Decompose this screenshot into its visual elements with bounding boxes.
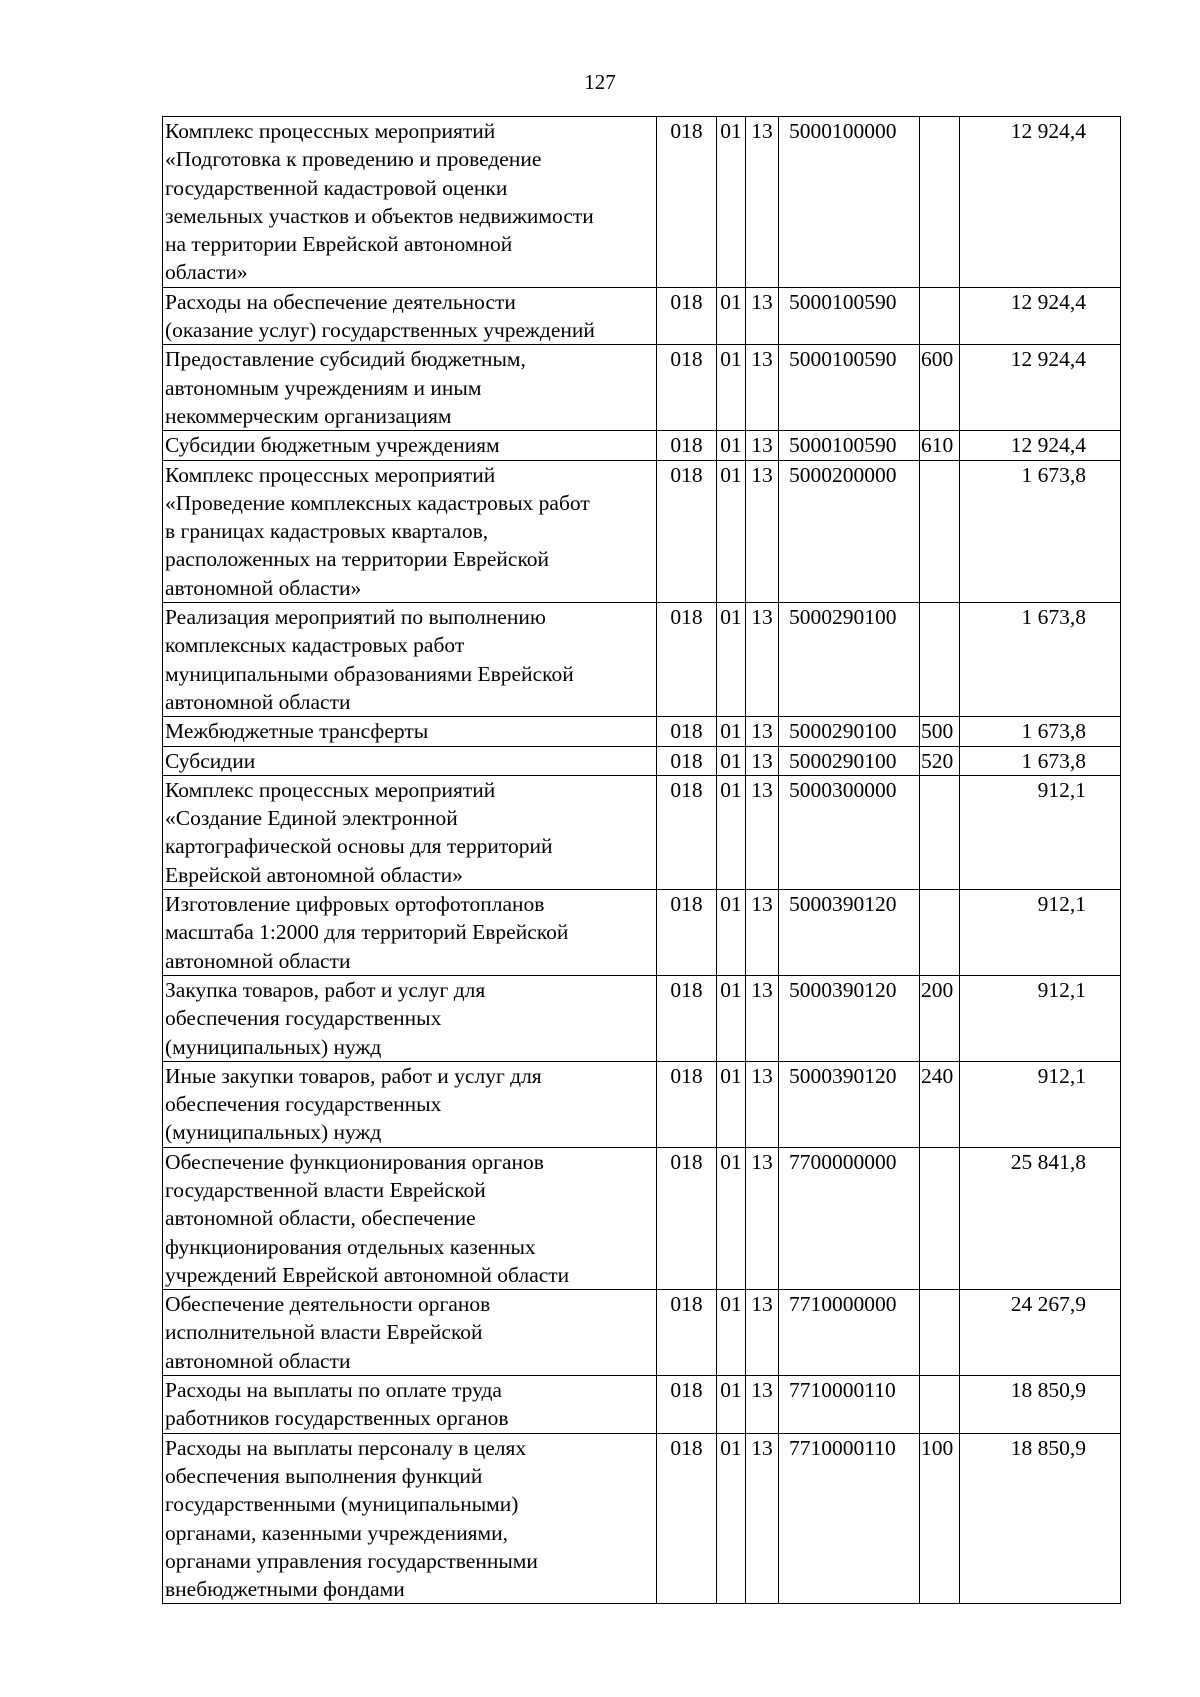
table-row [163, 287, 1121, 345]
cell-vr [920, 890, 960, 976]
cell-name-line: Обеспечение деятельности органов [165, 1292, 491, 1317]
cell-name-line: автономной области [165, 948, 351, 973]
cell-name [163, 1433, 657, 1604]
cell-csr: 5000390120 [779, 1061, 920, 1147]
cell-rz: 01 [717, 603, 746, 717]
cell-name-line: Комплекс процессных мероприятий [165, 462, 496, 487]
cell-name-line: внебюджетными фондами [165, 1577, 405, 1602]
cell-gr: 018 [657, 1376, 717, 1434]
cell-gr: 018 [657, 717, 717, 746]
cell-name-line: Субсидии бюджетным учреждениям [165, 433, 500, 458]
cell-name [163, 117, 657, 288]
cell-pr: 13 [746, 1147, 779, 1289]
cell-csr: 7710000110 [779, 1376, 920, 1434]
cell-pr: 13 [746, 603, 779, 717]
cell-name-line: Субсидии [165, 748, 256, 773]
cell-rz: 01 [717, 431, 746, 460]
cell-csr: 7700000000 [779, 1147, 920, 1289]
cell-name [163, 890, 657, 976]
cell-name [163, 746, 657, 775]
cell-name-line: Комплекс процессных мероприятий [165, 777, 496, 802]
cell-name-line: картографической основы для территорий [165, 834, 553, 859]
table-row [163, 1376, 1121, 1434]
cell-rz: 01 [717, 287, 746, 345]
cell-rz: 01 [717, 117, 746, 288]
cell-gr: 018 [657, 775, 717, 889]
cell-name [163, 431, 657, 460]
cell-name-line: Расходы на выплаты персоналу в целях [165, 1435, 527, 1460]
cell-pr: 13 [746, 746, 779, 775]
cell-vr [920, 460, 960, 602]
cell-name-line: обеспечения выполнения функций [165, 1463, 483, 1488]
cell-name [163, 975, 657, 1061]
cell-rz: 01 [717, 1147, 746, 1289]
cell-vr [920, 117, 960, 288]
cell-name [163, 1147, 657, 1289]
cell-vr [920, 1376, 960, 1434]
cell-pr: 13 [746, 775, 779, 889]
cell-pr: 13 [746, 1376, 779, 1434]
cell-pr: 13 [746, 287, 779, 345]
cell-vr: 200 [920, 975, 960, 1061]
cell-name-line: «Проведение комплексных кадастровых работ [165, 490, 590, 515]
cell-rz: 01 [717, 460, 746, 602]
cell-csr: 5000100590 [779, 431, 920, 460]
cell-pr: 13 [746, 1433, 779, 1604]
cell-amount: 12 924,4 [960, 117, 1121, 288]
cell-name-line: обеспечения государственных [165, 1092, 442, 1117]
cell-gr: 018 [657, 603, 717, 717]
cell-amount: 912,1 [960, 775, 1121, 889]
table-row [163, 345, 1121, 431]
cell-gr: 018 [657, 287, 717, 345]
cell-name [163, 287, 657, 345]
cell-csr: 5000100590 [779, 287, 920, 345]
cell-amount: 1 673,8 [960, 717, 1121, 746]
cell-name-line: расположенных на территории Еврейской [165, 547, 550, 572]
cell-name-line: «Подготовка к проведению и проведение [165, 147, 542, 172]
cell-pr: 13 [746, 890, 779, 976]
cell-csr: 5000100000 [779, 117, 920, 288]
cell-gr: 018 [657, 117, 717, 288]
cell-name-line: (оказание услуг) государственных учреждений [165, 318, 595, 343]
cell-name-line: автономной области [165, 1348, 351, 1373]
table-row [163, 603, 1121, 717]
cell-csr: 7710000110 [779, 1433, 920, 1604]
cell-name [163, 1061, 657, 1147]
cell-gr: 018 [657, 1290, 717, 1376]
table-row [163, 890, 1121, 976]
cell-amount: 12 924,4 [960, 287, 1121, 345]
cell-name-line: Закупка товаров, работ и услуг для [165, 977, 486, 1002]
cell-rz: 01 [717, 746, 746, 775]
table-row [163, 1061, 1121, 1147]
cell-gr: 018 [657, 345, 717, 431]
cell-name-line: Изготовление цифровых ортофотопланов [165, 892, 545, 917]
cell-rz: 01 [717, 890, 746, 976]
cell-pr: 13 [746, 1061, 779, 1147]
cell-pr: 13 [746, 117, 779, 288]
cell-gr: 018 [657, 1061, 717, 1147]
cell-vr [920, 1147, 960, 1289]
cell-pr: 13 [746, 1290, 779, 1376]
cell-name-line: работников государственных органов [165, 1406, 509, 1431]
cell-vr: 500 [920, 717, 960, 746]
cell-name-line: Расходы на обеспечение деятельности [165, 289, 516, 314]
cell-name-line: органами, казенными учреждениями, [165, 1520, 508, 1545]
cell-name-line: в границах кадастровых кварталов, [165, 519, 489, 544]
cell-name-line: автономной области [165, 689, 351, 714]
cell-name [163, 345, 657, 431]
cell-amount: 912,1 [960, 975, 1121, 1061]
table-row [163, 431, 1121, 460]
cell-gr: 018 [657, 431, 717, 460]
cell-name-line: учреждений Еврейской автономной области [165, 1262, 570, 1287]
cell-name-line: государственными (муниципальными) [165, 1492, 519, 1517]
cell-pr: 13 [746, 717, 779, 746]
table-row [163, 460, 1121, 602]
cell-name-line: органами управления государственными [165, 1548, 538, 1573]
cell-rz: 01 [717, 345, 746, 431]
cell-rz: 01 [717, 775, 746, 889]
table-row [163, 1433, 1121, 1604]
cell-name-line: (муниципальных) нужд [165, 1120, 382, 1145]
cell-vr: 600 [920, 345, 960, 431]
table-row [163, 717, 1121, 746]
table-row [163, 975, 1121, 1061]
cell-rz: 01 [717, 717, 746, 746]
cell-vr: 520 [920, 746, 960, 775]
cell-vr: 610 [920, 431, 960, 460]
cell-csr: 5000390120 [779, 890, 920, 976]
cell-vr [920, 603, 960, 717]
cell-amount: 1 673,8 [960, 603, 1121, 717]
table-row [163, 117, 1121, 288]
cell-name [163, 1290, 657, 1376]
cell-vr: 100 [920, 1433, 960, 1604]
cell-gr: 018 [657, 890, 717, 976]
page-number: 127 [584, 70, 616, 94]
cell-csr: 5000290100 [779, 717, 920, 746]
cell-rz: 01 [717, 1433, 746, 1604]
cell-gr: 018 [657, 1147, 717, 1289]
cell-amount: 12 924,4 [960, 345, 1121, 431]
cell-pr: 13 [746, 431, 779, 460]
cell-pr: 13 [746, 345, 779, 431]
cell-name-line: Межбюджетные трансферты [165, 719, 429, 744]
cell-amount: 25 841,8 [960, 1147, 1121, 1289]
cell-name-line: масштаба 1:2000 для территорий Еврейской [165, 920, 569, 945]
cell-name [163, 1376, 657, 1434]
cell-name [163, 603, 657, 717]
table-row [163, 775, 1121, 889]
cell-rz: 01 [717, 1376, 746, 1434]
cell-gr: 018 [657, 1433, 717, 1604]
cell-name-line: автономной области, обеспечение [165, 1206, 476, 1231]
cell-name-line: Расходы на выплаты по оплате труда [165, 1378, 502, 1403]
cell-name-line: государственной кадастровой оценки [165, 175, 508, 200]
cell-name-line: Комплекс процессных мероприятий [165, 119, 496, 143]
cell-csr: 5000300000 [779, 775, 920, 889]
cell-gr: 018 [657, 746, 717, 775]
cell-name-line: исполнительной власти Еврейской [165, 1320, 483, 1345]
cell-name-line: «Создание Единой электронной [165, 806, 458, 831]
cell-csr: 7710000000 [779, 1290, 920, 1376]
cell-name [163, 775, 657, 889]
cell-name-line: автономной области» [165, 575, 362, 600]
cell-amount: 912,1 [960, 890, 1121, 976]
cell-pr: 13 [746, 975, 779, 1061]
cell-name-line: области» [165, 260, 248, 285]
cell-rz: 01 [717, 1290, 746, 1376]
table-row [163, 1147, 1121, 1289]
cell-csr: 5000390120 [779, 975, 920, 1061]
cell-name-line: Реализация мероприятий по выполнению [165, 605, 546, 630]
cell-name-line: (муниципальных) нужд [165, 1034, 382, 1059]
cell-csr: 5000290100 [779, 603, 920, 717]
cell-gr: 018 [657, 975, 717, 1061]
cell-amount: 12 924,4 [960, 431, 1121, 460]
cell-name-line: на территории Еврейской автономной [165, 232, 513, 257]
cell-name-line: муниципальными образованиями Еврейской [165, 661, 574, 686]
cell-name-line: Обеспечение функционирования органов [165, 1149, 544, 1174]
cell-name-line: земельных участков и объектов недвижимости [165, 203, 594, 228]
cell-name-line: некоммерческим организациям [165, 403, 452, 428]
cell-amount: 18 850,9 [960, 1433, 1121, 1604]
cell-amount: 24 267,9 [960, 1290, 1121, 1376]
cell-vr: 240 [920, 1061, 960, 1147]
budget-table [162, 116, 1121, 1604]
budget-table-body [163, 117, 1121, 1604]
cell-gr: 018 [657, 460, 717, 602]
cell-amount: 1 673,8 [960, 460, 1121, 602]
cell-vr [920, 775, 960, 889]
cell-name [163, 460, 657, 602]
table-row [163, 1290, 1121, 1376]
cell-name-line: комплексных кадастровых работ [165, 633, 465, 658]
cell-csr: 5000290100 [779, 746, 920, 775]
cell-name-line: Иные закупки товаров, работ и услуг для [165, 1063, 542, 1088]
cell-vr [920, 1290, 960, 1376]
cell-name-line: Еврейской автономной области» [165, 862, 463, 887]
cell-pr: 13 [746, 460, 779, 602]
cell-rz: 01 [717, 1061, 746, 1147]
cell-rz: 01 [717, 975, 746, 1061]
cell-name-line: Предоставление субсидий бюджетным, [165, 347, 526, 372]
cell-csr: 5000100590 [779, 345, 920, 431]
cell-csr: 5000200000 [779, 460, 920, 602]
cell-name-line: функционирования отдельных казенных [165, 1234, 536, 1259]
table-row [163, 746, 1121, 775]
cell-amount: 1 673,8 [960, 746, 1121, 775]
cell-name [163, 717, 657, 746]
cell-vr [920, 287, 960, 345]
cell-name-line: обеспечения государственных [165, 1006, 442, 1031]
cell-amount: 912,1 [960, 1061, 1121, 1147]
cell-name-line: автономным учреждениям и иным [165, 375, 482, 400]
cell-amount: 18 850,9 [960, 1376, 1121, 1434]
cell-name-line: государственной власти Еврейской [165, 1177, 486, 1202]
